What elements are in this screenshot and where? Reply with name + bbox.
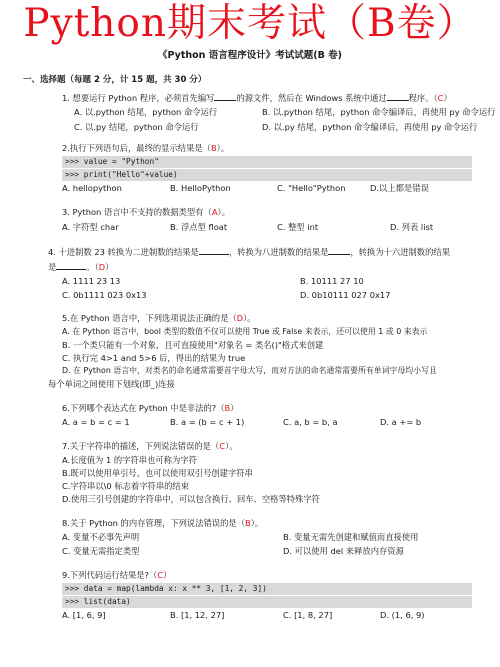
section-heading: 一、选择题（每题 2 分，计 15 题，共 30 分） [23, 75, 207, 85]
question-8-stem: 8.关于 Python 的内存管理，下列说法错误的是（B）。 [62, 518, 264, 528]
question-7-answer: C [219, 441, 226, 451]
question-1-answer: C [437, 93, 444, 103]
question-4-option-a: A. 1111 23 13 [62, 276, 121, 286]
question-8-answer: B [245, 518, 251, 528]
question-1-option-c: C. 以.py 结尾，python 命令运行 [74, 122, 199, 132]
question-2-answer: B [210, 143, 217, 153]
answer-blank [56, 260, 86, 270]
question-5-option-b: B. 一个类只能有一个对象，且可直接使用"对象名 = 类名()"格式来创建 [62, 340, 324, 350]
question-2-option-b: B. HelloPython [170, 183, 231, 193]
answer-blank [214, 91, 236, 101]
question-5-stem: 5.在 Python 语言中，下列选项说法正确的是（D）。 [62, 313, 256, 323]
question-9-answer: C [157, 570, 164, 580]
code-line: >>> value = "Python" [65, 157, 159, 166]
question-5-option-c: C. 执行完 4>1 and 5>6 后，得出的结果为 true [62, 353, 246, 363]
question-3-answer: A [211, 207, 218, 217]
question-8-option-c: C. 变量无需指定类型 [62, 546, 140, 556]
code-line: >>> data = map(lambda x: x ** 3, [1, 2, 3]) [65, 584, 267, 593]
answer-blank [199, 245, 229, 255]
question-5-option-a: A. 在 Python 语言中，bool 类型的数值不仅可以使用 True 或 False 来表示，还可以使用 1 或 0 来表示 [62, 327, 428, 336]
question-9-option-a: A. [1, 6, 9] [62, 610, 106, 620]
question-3-option-a: A. 字符型 char [62, 222, 119, 232]
question-8-option-b: B. 变量无需先创建和赋值而直接使用 [283, 532, 419, 542]
exam-banner-title: Python期末考试（B卷） [23, 1, 477, 46]
question-3-stem: 3. Python 语言中不支持的数据类型有（A）。 [62, 207, 230, 217]
question-2-code-block [62, 156, 472, 181]
code-line: >>> print("Hello"+value) [62, 168, 472, 181]
question-2-stem: 2.执行下列语句后，最终的显示结果是（B）。 [62, 143, 230, 153]
question-9-option-d: D. (1, 6, 9) [380, 610, 425, 620]
question-3-option-b: B. 浮点型 float [170, 222, 228, 232]
question-3-option-d: D. 列表 list [390, 222, 434, 232]
question-4-stem: 4. 十进制数 23 转换为二进制数的结果是 ，转换为八进制数的结果是 ，转换为十六进制数的结果 [48, 247, 450, 257]
question-4-option-b: B. 10111 27 10 [300, 276, 364, 286]
question-6-option-a: A. a = b = c = 1 [62, 417, 130, 427]
question-2-option-c: C. "Hello"Python [277, 183, 346, 193]
question-6-stem: 6.下列哪个表达式在 Python 中是非法的?（B） [62, 403, 239, 413]
question-8-option-d: D. 可以使用 del 来释放内存资源 [283, 546, 404, 556]
question-5-answer: D [236, 313, 244, 323]
question-4-option-d: D. 0b10111 027 0x17 [300, 290, 391, 300]
question-4-option-c: C. 0b1111 023 0x13 [62, 290, 147, 300]
question-2-option-d: D.以上都是错误 [370, 183, 429, 193]
question-7-stem: 7.关于字符串的描述，下列说法错误的是（C）。 [62, 441, 238, 451]
question-9-option-c: C. [1, 8, 27] [283, 610, 333, 620]
question-4-stem-continued: 是 。（D） [48, 262, 114, 272]
answer-blank [328, 245, 350, 255]
question-9-stem: 9.下列代码运行结果是?（C） [62, 570, 172, 580]
question-6-option-d: D. a += b [380, 417, 422, 427]
question-7-option-a: A.长度值为 1 的字符串也可称为字符 [62, 455, 197, 465]
question-7-option-c: C.字符串以\0 标志着字符串的结束 [62, 481, 190, 491]
question-6-option-c: C. a, b = b, a [283, 417, 338, 427]
question-1-option-d: D. 以.py 结尾，python 命令编译后，再使用 py 命令运行 [262, 122, 478, 132]
question-7-option-b: B.既可以使用单引号，也可以使用双引号创建字符串 [62, 468, 253, 478]
question-7-option-d: D.使用三引号创建的字符串中，可以包含换行、回车、空格等特殊字符 [62, 494, 320, 504]
question-6-option-b: B. a = (b = c + 1) [170, 417, 245, 427]
question-5-option-d-continued: 每个单词之间使用下划线(即_)连接 [48, 379, 175, 389]
question-6-answer: B [224, 403, 231, 413]
question-9-option-b: B. [1, 12, 27] [170, 610, 225, 620]
code-line: >>> list(data) [62, 595, 472, 608]
question-9-code-block [62, 583, 472, 608]
answer-blank [387, 91, 409, 101]
question-3-option-c: C. 整型 int [277, 222, 319, 232]
question-4-answer: D [98, 262, 106, 272]
question-1-option-b: B. 以.python 结尾，python 命令编译后，再使用 py 命令运行 [262, 107, 496, 117]
question-1-stem: 1. 想要运行 Python 程序，必须首先编写 的源文件，然后在 Windows 系统中通过 程序。（C） [62, 93, 452, 103]
exam-subtitle: 《Python 语言程序设计》考试试题(B 卷) [158, 50, 342, 61]
question-2-option-a: A. hellopython [62, 183, 122, 193]
question-8-option-a: A. 变量不必事先声明 [62, 532, 140, 542]
question-1-option-a: A. 以.python 结尾，python 命令运行 [74, 107, 218, 117]
question-5-option-d: D. 在 Python 语言中，对类名的命名通常需要首字母大写，而对方法的命名通常需要所有单词字母均小写且 [62, 366, 437, 375]
